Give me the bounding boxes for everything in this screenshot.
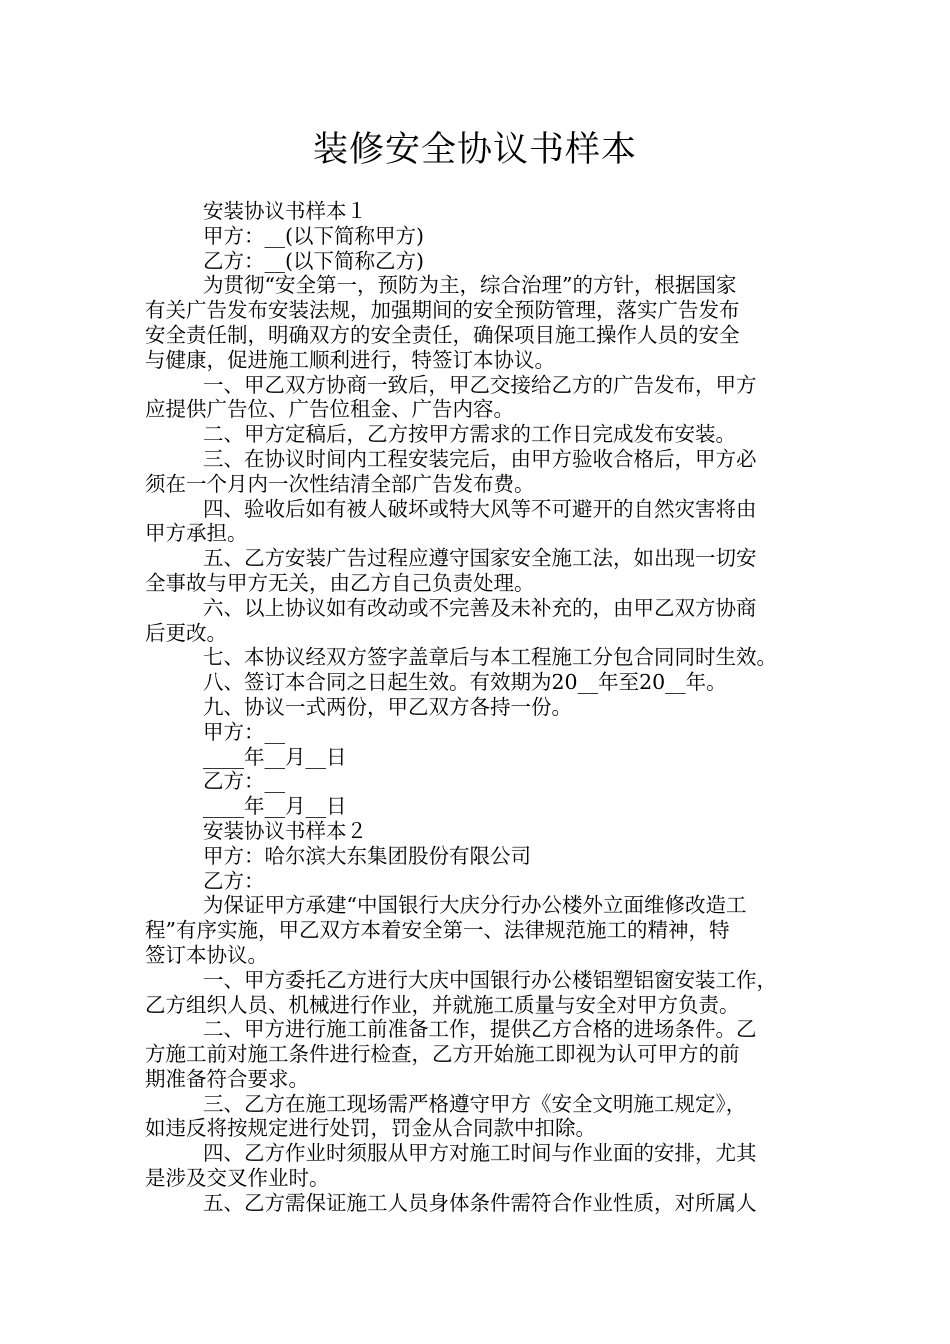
text-line: 须在一个月内一次性结清全部广告发布费。 [145, 471, 535, 496]
text-line: 程”有序实施，甲乙双方本着安全第一、法律规范施工的精神，特 [145, 918, 730, 943]
text-line: 为贯彻“安全第一，预防为主，综合治理”的方针，根据国家 [203, 273, 737, 298]
text-line: 安装协议书样本１ [203, 199, 367, 223]
text-line: 与健康，促进施工顺利进行，特签订本协议。 [145, 347, 555, 372]
text-line: 后更改。 [145, 620, 227, 645]
text-line: ____年__月__日 [203, 794, 347, 819]
text-line: 九、协议一式两份，甲乙双方各持一份。 [203, 694, 572, 719]
text-line: 七、本协议经双方签字盖章后与本工程施工分包合同同时生效。 [203, 645, 777, 670]
text-line: 四、验收后如有被人破坏或特大风等不可避开的自然灾害将由 [203, 496, 757, 521]
text-line: 六、以上协议如有改动或不完善及未补充的，由甲乙双方协商 [203, 595, 757, 620]
text-line: 为保证甲方承建“中国银行大庆分行办公楼外立面维修改造工 [203, 893, 747, 918]
text-line: 有关广告发布安装法规，加强期间的安全预防管理，落实广告发布 [145, 298, 740, 323]
text-line: 全事故与甲方无关，由乙方自己负责处理。 [145, 570, 535, 595]
text-line: 二、甲方定稿后，乙方按甲方需求的工作日完成发布安装。 [203, 422, 736, 447]
text-line: 五、乙方需保证施工人员身体条件需符合作业性质，对所属人 [203, 1190, 757, 1215]
text-line: 三、乙方在施工现场需严格遵守甲方《安全文明施工规定》， [203, 1091, 747, 1116]
text-line: 期准备符合要求。 [145, 1066, 309, 1091]
text-line: ____年__月__日 [203, 744, 347, 769]
document-title: 装修安全协议书样本 [312, 130, 637, 170]
text-line: 甲方：哈尔滨大东集团股份有限公司 [203, 843, 531, 868]
text-line: 甲方承担。 [145, 521, 248, 546]
text-line: 是涉及交叉作业时。 [145, 1166, 330, 1191]
text-line: 一、甲乙双方协商一致后，甲乙交接给乙方的广告发布，甲方 [203, 372, 757, 397]
text-line: 甲方：__ [203, 719, 285, 744]
text-line: 应提供广告位、广告位租金、广告内容。 [145, 397, 514, 422]
text-line: 安装协议书样本２ [203, 818, 367, 843]
text-line: 五、乙方安装广告过程应遵守国家安全施工法，如出现一切安 [203, 546, 757, 571]
text-line: 四、乙方作业时须服从甲方对施工时间与作业面的安排，尤其 [203, 1141, 757, 1166]
text-line: 安全责任制，明确双方的安全责任，确保项目施工操作人员的安全 [145, 322, 740, 347]
text-line: 二、甲方进行施工前准备工作，提供乙方合格的进场条件。乙 [203, 1017, 757, 1042]
text-line: 方施工前对施工条件进行检查，乙方开始施工即视为认可甲方的前 [145, 1042, 740, 1067]
text-line: 如违反将按规定进行处罚，罚金从合同款中扣除。 [145, 1116, 596, 1141]
text-line: 签订本协议。 [145, 942, 268, 967]
text-line: 八、签订本合同之日起生效。有效期为20__年至20__年。 [203, 670, 727, 695]
text-line: 一、甲方委托乙方进行大庆中国银行办公楼铝塑铝窗安装工作， [203, 967, 777, 992]
text-line: 甲方：__(以下简称甲方) [203, 223, 424, 248]
text-line: 乙方：__ [203, 769, 285, 794]
text-line: 乙方： [203, 868, 265, 893]
text-line: 三、在协议时间内工程安装完后，由甲方验收合格后，甲方必 [203, 446, 757, 471]
document-body [145, 199, 815, 1216]
text-line: 乙方组织人员、机械进行作业，并就施工质量与安全对甲方负责。 [145, 992, 740, 1017]
text-line: 乙方：__(以下简称乙方) [203, 248, 424, 273]
